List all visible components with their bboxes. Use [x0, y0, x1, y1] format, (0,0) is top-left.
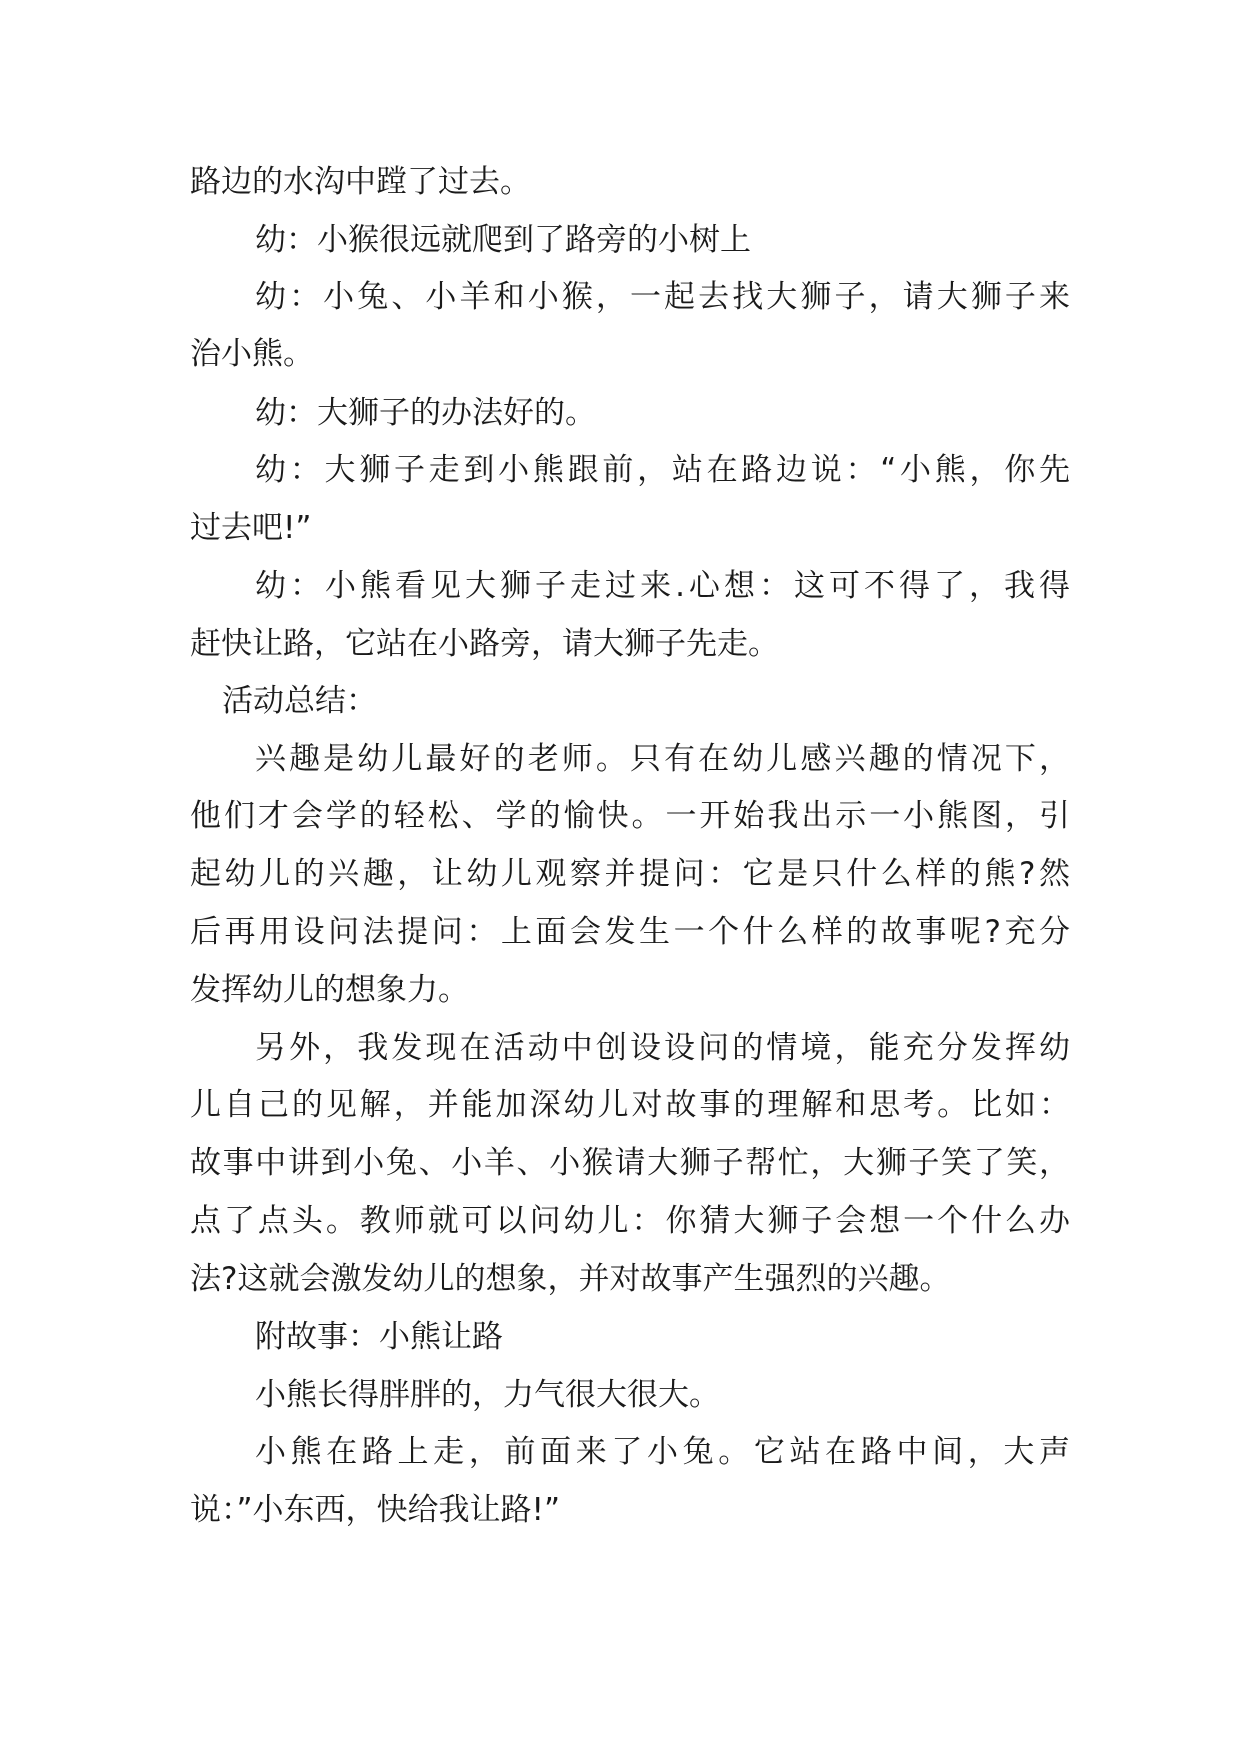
text-line: 故事中讲到小兔、小羊、小猴请大狮子帮忙，大狮子笑了笑， — [190, 1145, 1070, 1181]
text-line: 幼：小猴很远就爬到了路旁的小树上 — [255, 222, 751, 258]
text-line: 过去吧!” — [190, 510, 312, 546]
text-line: 幼：大狮子走到小熊跟前，站在路边说：“小熊，你先 — [255, 452, 1070, 488]
text-line: 治小熊。 — [190, 336, 314, 372]
text-line: 起幼儿的兴趣，让幼儿观察并提问：它是只什么样的熊?然 — [190, 856, 1070, 892]
text-line: 说：”小东西，快给我让路!” — [190, 1492, 561, 1528]
text-line: 后再用设问法提问：上面会发生一个什么样的故事呢?充分 — [190, 914, 1070, 950]
text-line: 法?这就会激发幼儿的想象，并对故事产生强烈的兴趣。 — [190, 1261, 951, 1297]
text-line: 小熊长得胖胖的，力气很大很大。 — [255, 1377, 720, 1413]
text-line: 小熊在路上走，前面来了小兔。它站在路中间，大声 — [255, 1434, 1070, 1470]
text-line: 点了点头。教师就可以问幼儿：你猜大狮子会想一个什么办 — [190, 1203, 1070, 1239]
text-line: 儿自己的见解，并能加深幼儿对故事的理解和思考。比如： — [190, 1087, 1070, 1123]
text-line: 幼：小熊看见大狮子走过来.心想：这可不得了，我得 — [255, 568, 1070, 604]
story-title: 附故事：小熊让路 — [255, 1319, 503, 1355]
text-line: 幼：小兔、小羊和小猴，一起去找大狮子，请大狮子来 — [255, 279, 1070, 315]
text-line: 兴趣是幼儿最好的老师。只有在幼儿感兴趣的情况下， — [255, 741, 1070, 777]
text-line: 赶快让路，它站在小路旁，请大狮子先走。 — [190, 626, 779, 662]
text-line: 幼：大狮子的办法好的。 — [255, 395, 596, 431]
text-line: 他们才会学的轻松、学的愉快。一开始我出示一小熊图，引 — [190, 798, 1070, 834]
text-line: 路边的水沟中蹚了过去。 — [190, 164, 531, 200]
text-line: 另外，我发现在活动中创设设问的情境，能充分发挥幼 — [255, 1030, 1070, 1066]
section-heading: 活动总结： — [222, 683, 377, 719]
text-line: 发挥幼儿的想象力。 — [190, 972, 469, 1008]
